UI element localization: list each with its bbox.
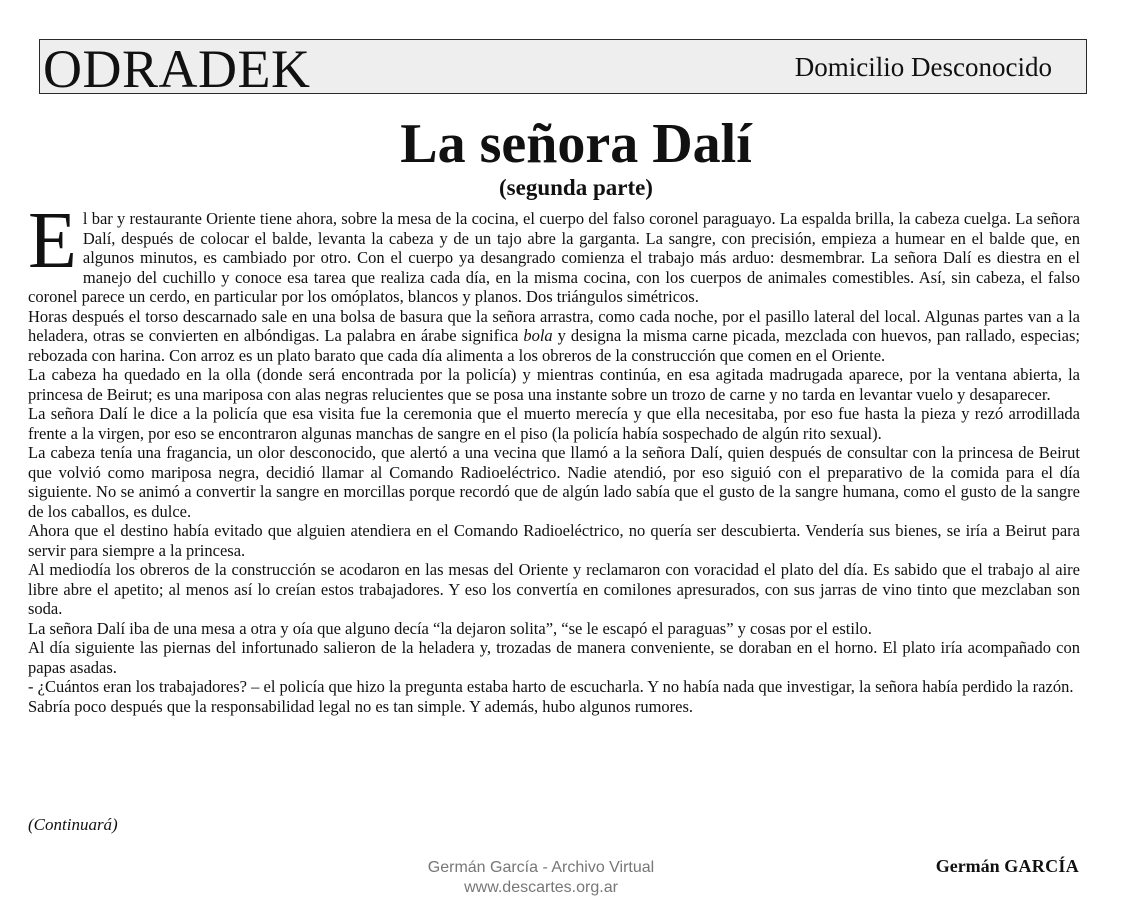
author-first-name: Germán bbox=[935, 856, 1000, 876]
article-title: La señora Dalí bbox=[400, 113, 752, 175]
footer bbox=[0, 858, 1082, 898]
paragraph-4: La señora Dalí le dice a la policía que esa visita fue la ceremonia que el muerto merecía y que ella necesitaba, por eso fue hasta la pieza y rezó arrodillada frente a la virgen, por eso se encontraron algunas manchas de sangre en el piso (la policía había sospechado de algún rito sexual). bbox=[28, 404, 1080, 443]
paragraph-9: Al día siguiente las piernas del infortunado salieron de la heladera y, trozadas de manera conveniente, se doraban en el horno. El plato iría acompañado con papas asadas. bbox=[28, 638, 1080, 677]
paragraph-1 bbox=[28, 197, 1080, 307]
paragraph-2-text-b: y designa la misma carne picada, mezclada con huevos, pan rallado, especias; rebozada con harina. Con arroz es un plato barato que cada día alimenta a los obreros de la construcción que comen en el Oriente. bbox=[28, 326, 1080, 365]
paragraph-10: - ¿Cuántos eran los trabajadores? – el policía que hizo la pregunta estaba harto de escucharla. Y no había nada que investigar, la señora había perdido la razón. bbox=[28, 677, 1074, 696]
paragraph-1-text: l bar y restaurante Oriente tiene ahora, sobre la mesa de la cocina, el cuerpo del falso coronel paraguayo. La espalda brilla, la cabeza cuelga. La señora Dalí, después de colocar el balde, levanta la cabeza y de un tajo abre la garganta. La sangre, con precisión, empieza a humear en el balde que, en algunos minutos, es cambiado por otro. Con el cuerpo ya desangrado comienza el trabajo más arduo: desmembrar. La señora Dalí es diestra en el manejo del cuchillo y conoce esa tarea que realiza cada día, en la misma cocina, con los cuerpos de animales comestibles. Así, sin cabeza, el falso coronel parece un cerdo, en particular por los omóplatos, blancos y planos. Dos triángulos simétricos. bbox=[28, 209, 1080, 306]
archive-label: Germán García - Archivo Virtual bbox=[427, 859, 655, 876]
drop-cap: E bbox=[28, 197, 77, 285]
author-signature bbox=[936, 855, 1079, 877]
italic-word: bola bbox=[523, 326, 553, 345]
section-name: Domicilio Desconocido bbox=[794, 52, 1052, 82]
paragraph-5: La cabeza tenía una fragancia, un olor desconocido, que alertó a una vecina que llamó a la señora Dalí, quien después de consultar con la princesa de Beirut que volvió como mariposa negra, decidió llamar al Comando Radioeléctrico. Nadie atendió, por eso siguió con el preparativo de la comida para el día siguiente. No se animó a convertir la sangre en morcillas porque recordó que de algún lado sabía que el gusto de la sangre humana, como el gusto de la sangre de los caballos, es dulce. bbox=[28, 443, 1080, 521]
paragraph-2-text-a: Horas después el torso descarnado sale en una bolsa de basura que la señora arrastra, como cada noche, por el pasillo lateral del local. Algunas partes van a la heladera, otras se convierten en albóndigas. La palabra en árabe significa bbox=[28, 306, 1080, 345]
paragraph-6: Ahora que el destino había evitado que alguien atendiera en el Comando Radioeléctrico, no quería ser descubierta. Vendería sus bienes, se iría a Beirut para servir para siempre a la princesa. bbox=[28, 521, 1080, 560]
publication-name: ODRADEK bbox=[43, 39, 311, 99]
website-link[interactable]: www.descartes.org.ar bbox=[464, 879, 618, 896]
paragraph-3: La cabeza ha quedado en la olla (donde será encontrada por la policía) y mientras continúa, en esa agitada madrugada aparece, por la ventana abierta, la princesa de Beirut; es una mariposa con alas negras relucientes que se posa una instante sobre un trozo de carne y no tarda en levantar vuelo y desaparecer. bbox=[28, 365, 1080, 404]
paragraph-11: Sabría poco después que la responsabilidad legal no es tan simple. Y además, hubo algunos rumores. bbox=[28, 696, 694, 716]
article-subtitle: (segunda parte) bbox=[499, 175, 653, 200]
author-last-name: GARCÍA bbox=[1004, 856, 1079, 876]
masthead bbox=[39, 39, 1087, 99]
article-body bbox=[28, 197, 1080, 716]
paragraph-2 bbox=[28, 307, 1080, 366]
paragraph-7: Al mediodía los obreros de la construcción se acodaron en las mesas del Oriente y reclamaron con voracidad el plato del día. Es sabido que el trabajo al aire libre abre el apetito; al menos así lo creían estos trabajadores. Y eso los convertía en comilones apresurados, con sus jarras de vino tinto que mezclaban son soda. bbox=[28, 560, 1080, 618]
continued-note: (Continuará) bbox=[28, 815, 118, 834]
paragraph-8: La señora Dalí iba de una mesa a otra y oía que alguno decía “la dejaron solita”, “se le escapó el paraguas” y cosas por el estilo. bbox=[28, 618, 872, 638]
